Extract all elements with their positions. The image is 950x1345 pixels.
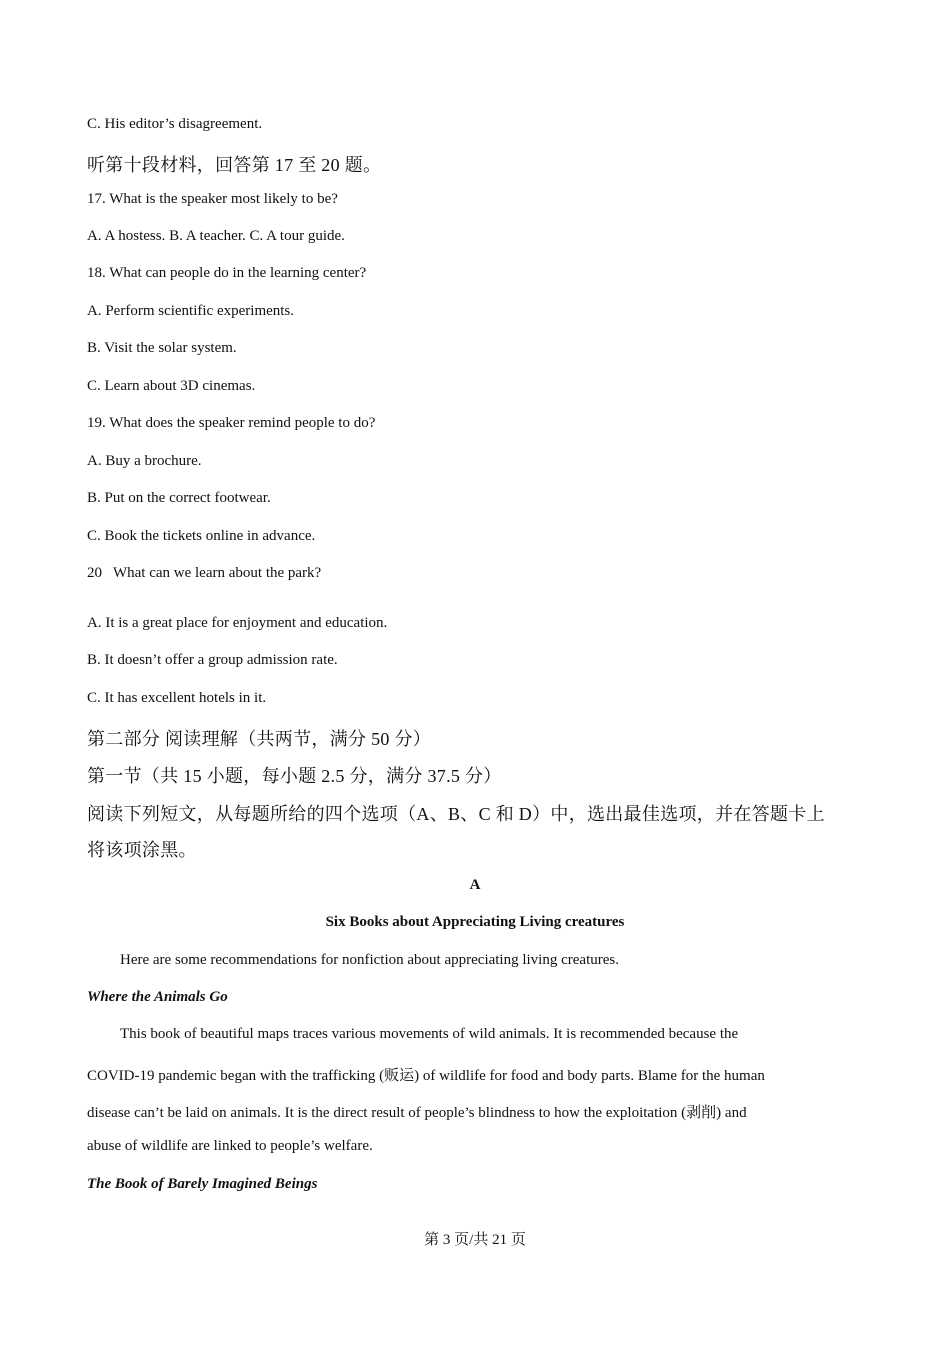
- part-two-heading: 第二部分 阅读理解（共两节，满分 50 分）: [87, 729, 432, 749]
- options-q17: A. A hostess. B. A teacher. C. A tour guide.: [87, 228, 345, 244]
- option-a-q19: A. Buy a brochure.: [87, 453, 202, 469]
- paragraph-line-4: abuse of wildlife are linked to people’s welfare.: [87, 1138, 373, 1154]
- page-footer: 第 3 页/共 21 页: [424, 1232, 526, 1248]
- book-title-1: Where the Animals Go: [87, 989, 228, 1005]
- reading-instruction: 阅读下列短文，从每题所给的四个选项（A、B、C 和 D）中，选出最佳选项，并在答题卡上: [87, 804, 825, 824]
- passage-label: A: [469, 877, 481, 893]
- option-b-q20: B. It doesn’t offer a group admission rate.: [87, 652, 338, 668]
- question-20: 20 What can we learn about the park?: [87, 565, 322, 581]
- option-a-q20: A. It is a great place for enjoyment and education.: [87, 615, 388, 631]
- option-a-q18: A. Perform scientific experiments.: [87, 303, 295, 319]
- paragraph-line-2: COVID-19 pandemic began with the trafficking (贩运) of wildlife for food and body parts. Blame for the human: [87, 1068, 765, 1084]
- question-19: 19. What does the speaker remind people to do?: [87, 415, 376, 431]
- passage-intro: Here are some recommendations for nonfiction about appreciating living creatures.: [120, 952, 619, 968]
- option-b-q18: B. Visit the solar system.: [87, 340, 237, 356]
- option-c-q19: C. Book the tickets online in advance.: [87, 528, 316, 544]
- question-17: 17. What is the speaker most likely to be?: [87, 191, 338, 207]
- book-title-2: The Book of Barely Imagined Beings: [87, 1176, 318, 1192]
- passage-title: Six Books about Appreciating Living creatures: [325, 914, 625, 930]
- reading-instruction-cont: 将该项涂黑。: [87, 840, 197, 860]
- option-c-q18: C. Learn about 3D cinemas.: [87, 378, 256, 394]
- option-b-q19: B. Put on the correct footwear.: [87, 490, 271, 506]
- paragraph-line-3: disease can’t be laid on animals. It is the direct result of people’s blindness to how the exploitation (剥削) and: [87, 1105, 747, 1121]
- question-18: 18. What can people do in the learning center?: [87, 265, 367, 281]
- section-one-heading: 第一节（共 15 小题，每小题 2.5 分，满分 37.5 分）: [87, 766, 502, 786]
- section-instruction: 听第十段材料，回答第 17 至 20 题。: [87, 155, 382, 175]
- option-c-q20: C. It has excellent hotels in it.: [87, 690, 267, 706]
- option-c-q16: C. His editor’s disagreement.: [87, 116, 263, 132]
- paragraph-line-1: This book of beautiful maps traces various movements of wild animals. It is recommended because the: [120, 1026, 739, 1042]
